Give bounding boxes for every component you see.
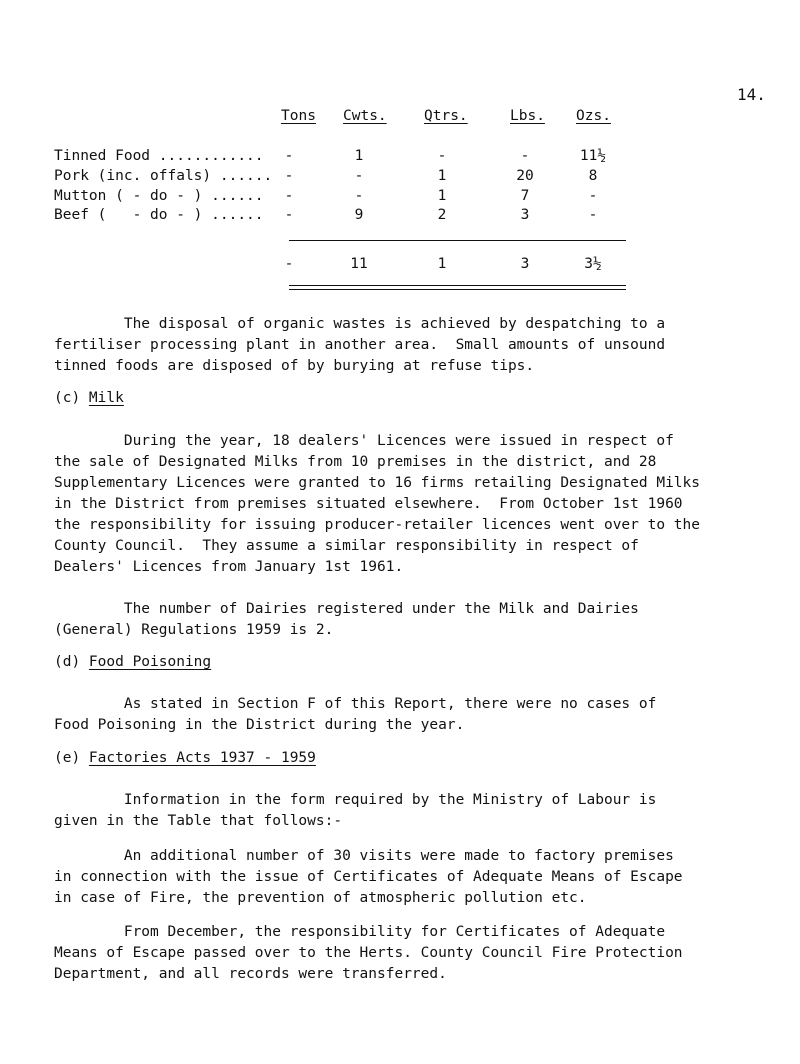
disposal-paragraph: The disposal of organic wastes is achieved by despatching to a fertiliser processing plant in another area. Small amounts of unsound tinned foods are disposed of by burying at refuse tips. [54,316,666,374]
cell-cwts: - [354,168,364,184]
cell-tons: - [284,148,294,164]
milk-paragraph-1: During the year, 18 dealers' Licences were issued in respect of the sale of Designated Milks from 10 premises in the district, and 28 Supplementary Licences were granted to 16 firms retailing Designated Milks in the District from premises situated elsewhere. From October 1st 1960 the responsibility for issuing producer-retailer licences went over to the County Council. They assume a similar responsibility in respect of Dealers' Licences from January 1st 1961. [54,433,701,575]
cell-ozs: - [588,207,598,223]
row-label: Tinned Food ............ [54,148,264,164]
header-ozs: Ozs. [576,108,611,124]
total-ozs: 3½ [584,256,602,272]
row-label: Pork (inc. offals) ...... [54,168,273,184]
section-e-marker: (e) [54,750,89,766]
section-c-heading [54,390,124,406]
section-d-marker: (d) [54,654,89,670]
table-rule-top [289,240,626,241]
cell-cwts: 1 [354,148,364,164]
total-tons: - [284,256,294,272]
factories-paragraph-3: From December, the responsibility for Certificates of Adequate Means of Escape passed over to the Herts. County Council Fire Protection Department, and all records were transferred. [54,924,683,982]
cell-ozs: 8 [588,168,598,184]
cell-tons: - [284,168,294,184]
cell-cwts: 9 [354,207,364,223]
cell-lbs: 7 [520,188,530,204]
cell-qtrs: - [437,148,447,164]
cell-ozs: 11½ [579,148,607,164]
section-c-marker: (c) [54,390,89,406]
cell-qtrs: 1 [437,168,447,184]
header-tons: Tons [281,108,316,124]
cell-qtrs: 2 [437,207,447,223]
section-e-title: Factories Acts 1937 - 1959 [88,750,316,766]
section-d-title: Food Poisoning [88,654,212,670]
row-label: Beef ( - do - ) ...... [54,207,264,223]
factories-paragraph-1: Information in the form required by the Ministry of Labour is given in the Table that follows:- [54,792,657,829]
food-poisoning-paragraph: As stated in Section F of this Report, there were no cases of Food Poisoning in the District during the year. [54,696,657,733]
table-rule-bottom-2 [289,289,626,290]
total-lbs: 3 [520,256,530,272]
cell-lbs: 3 [520,207,530,223]
page-number: 14. [737,85,766,104]
cell-ozs: - [588,188,598,204]
header-qtrs: Qtrs. [424,108,468,124]
cell-lbs: 20 [516,168,534,184]
row-label: Mutton ( - do - ) ...... [54,188,264,204]
cell-qtrs: 1 [437,188,447,204]
cell-tons: - [284,207,294,223]
section-d-heading [54,654,211,670]
section-c-title: Milk [88,390,124,406]
header-cwts: Cwts. [343,108,387,124]
cell-lbs: - [520,148,530,164]
cell-tons: - [284,188,294,204]
section-e-heading [54,750,316,766]
total-qtrs: 1 [437,256,447,272]
table-rule-bottom-1 [289,285,626,286]
cell-cwts: - [354,188,364,204]
total-cwts: 11 [350,256,368,272]
milk-paragraph-2: The number of Dairies registered under the Milk and Dairies (General) Regulations 1959 is 2. [54,601,639,638]
factories-paragraph-2: An additional number of 30 visits were made to factory premises in connection with the issue of Certificates of Adequate Means of Escape in case of Fire, the prevention of atmospheric pollution etc. [54,848,683,906]
header-lbs: Lbs. [510,108,545,124]
